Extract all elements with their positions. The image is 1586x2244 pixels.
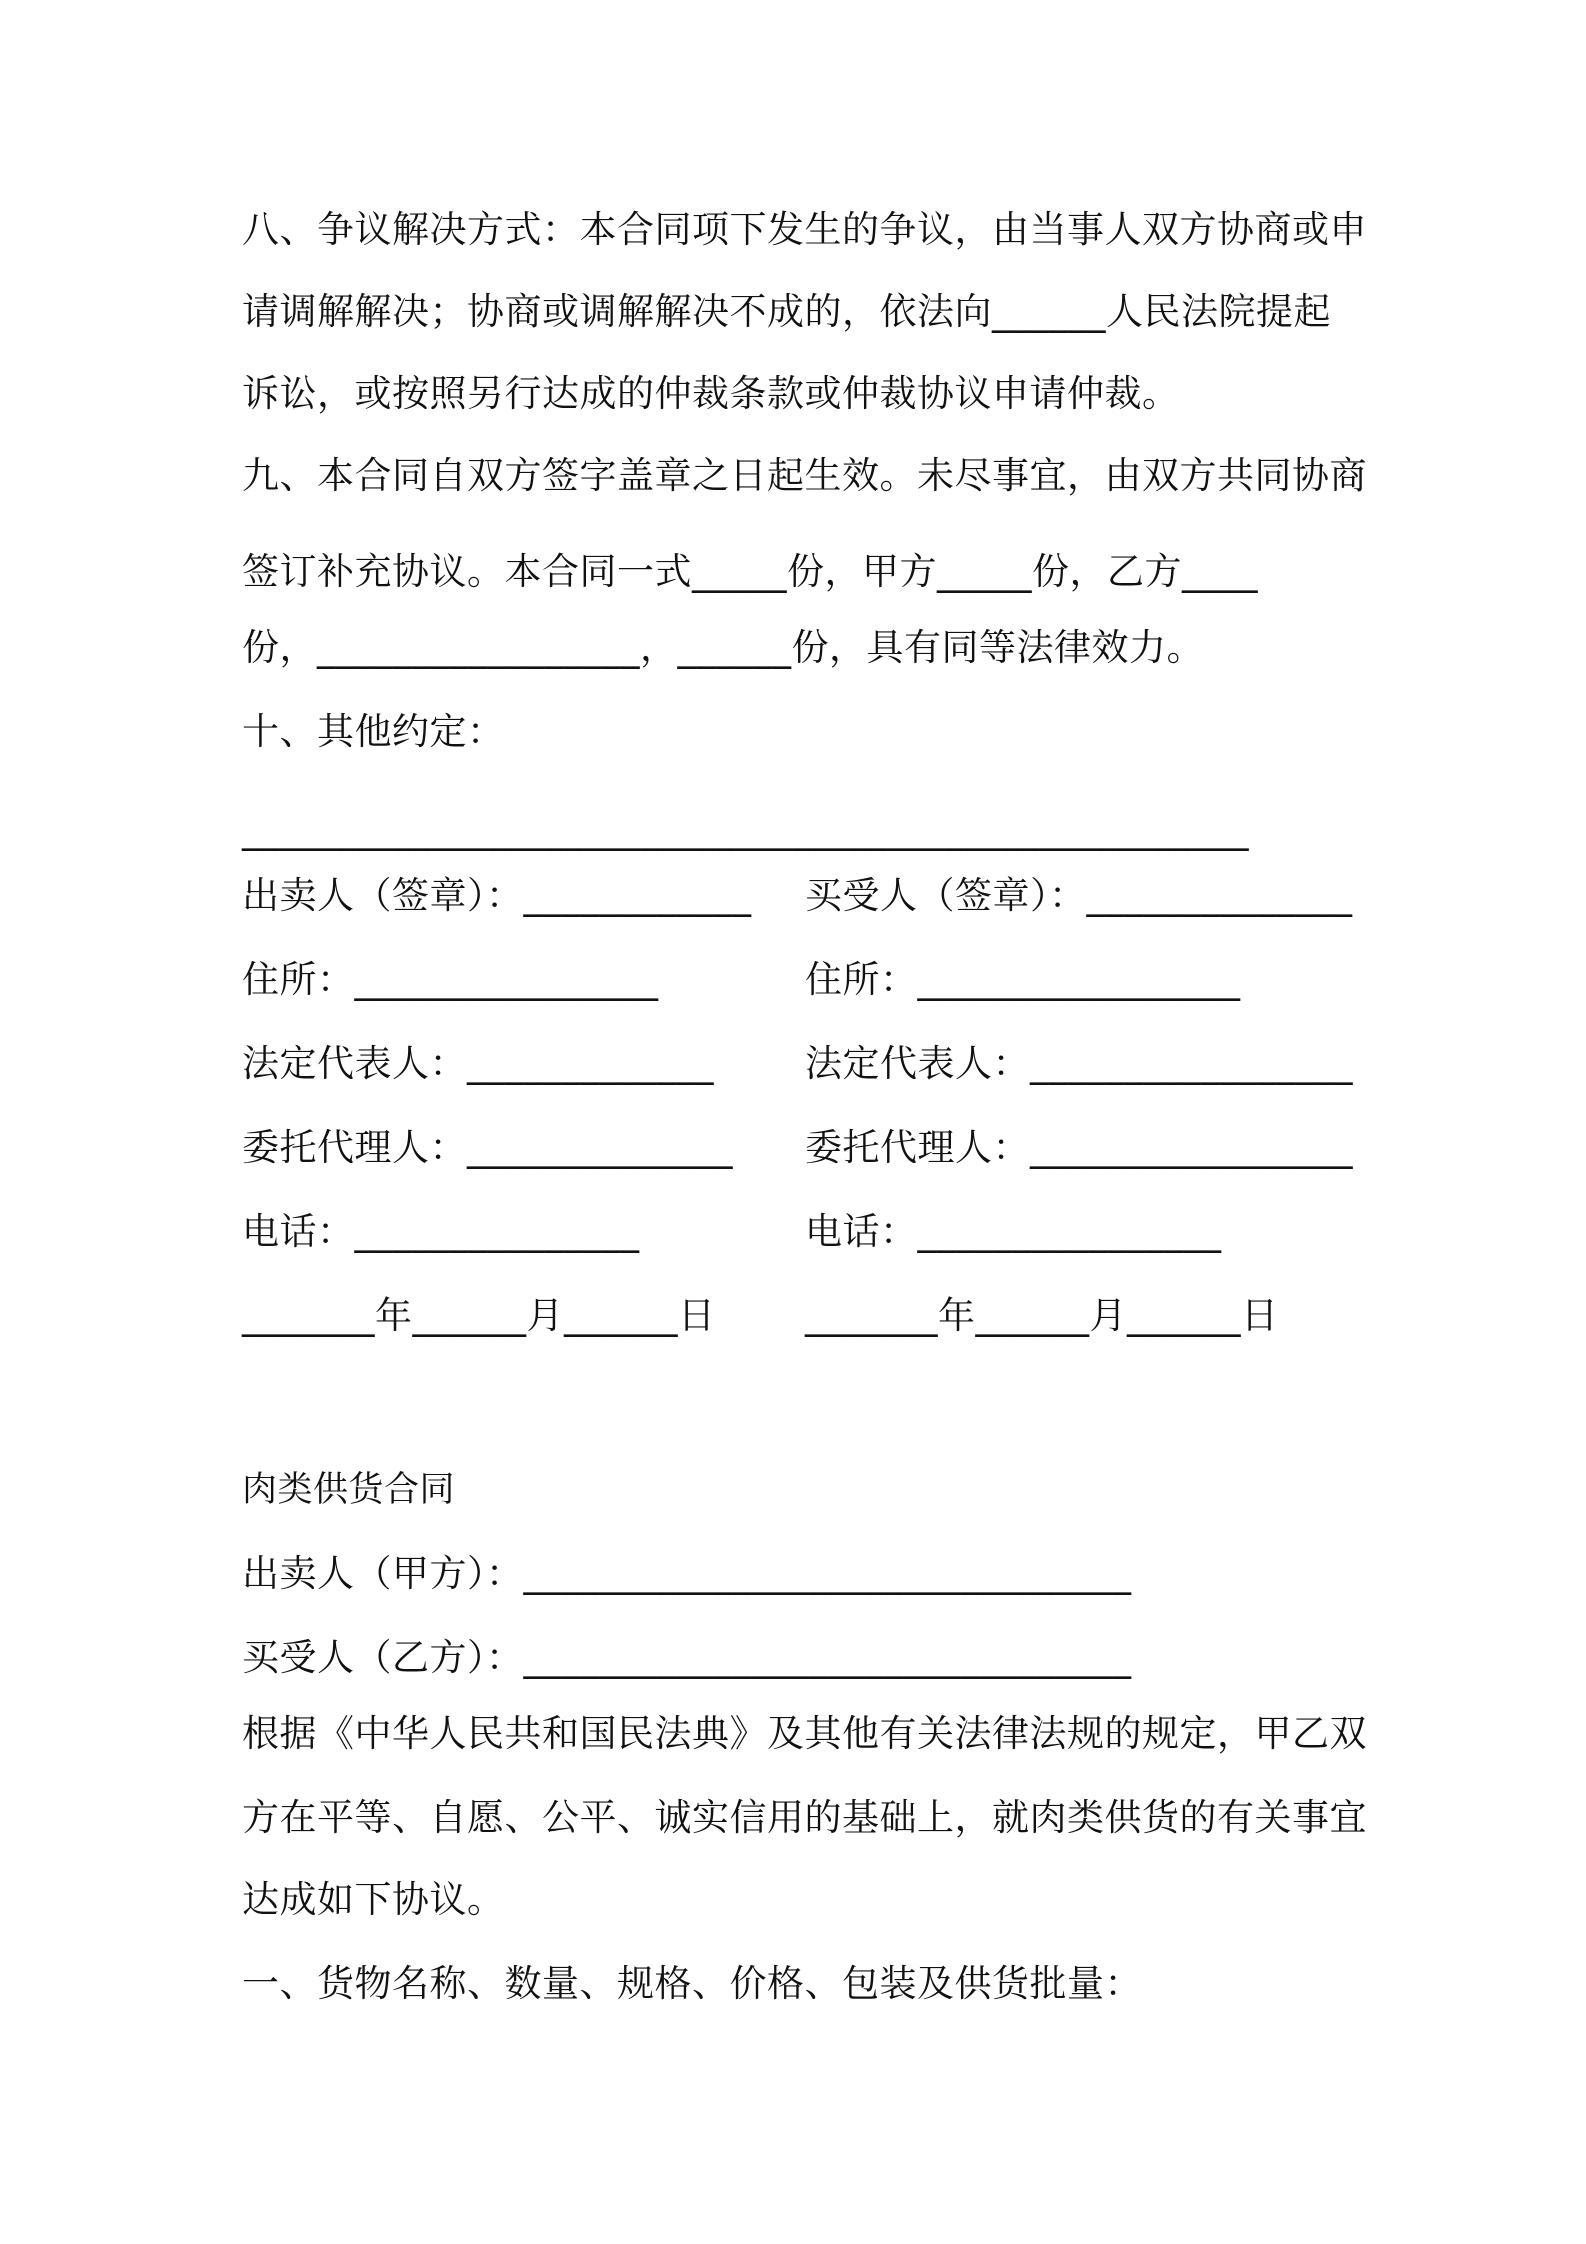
article-8-line-1: 八、争议解决方式：本合同项下发生的争议，由当事人双方协商或申 (242, 208, 1367, 251)
seller-date: _______年______月______日 (242, 1294, 716, 1337)
contract-seller-party: 出卖人（甲方）：________________________________ (242, 1552, 1132, 1595)
buyer-address: 住所：_________________ (805, 958, 1241, 1001)
article-10-blank-line: _____________________________________________________ (242, 808, 1249, 851)
contract-buyer-party: 买受人（乙方）：________________________________ (242, 1636, 1132, 1679)
buyer-agent: 委托代理人：_________________ (805, 1126, 1353, 1169)
article-10-title: 十、其他约定： (242, 710, 505, 753)
article-9-line-3: 份，_________________，______份，具有同等法律效力。 (242, 626, 1204, 669)
article-9-line-2: 签订补充协议。本合同一式_____份，甲方_____份，乙方____ (242, 550, 1258, 593)
preamble-line-2: 方在平等、自愿、公平、诚实信用的基础上，就肉类供货的有关事宜 (242, 1796, 1367, 1839)
buyer-date: _______年______月______日 (805, 1294, 1279, 1337)
article-9-line-1: 九、本合同自双方签字盖章之日起生效。未尽事宜，由双方共同协商 (242, 454, 1367, 497)
article-1-heading: 一、货物名称、数量、规格、价格、包装及供货批量： (242, 1962, 1142, 2005)
buyer-legal-representative: 法定代表人：_________________ (805, 1042, 1353, 1085)
seller-signature: 出卖人（签章）：____________ (242, 874, 752, 917)
buyer-phone: 电话：________________ (805, 1210, 1222, 1253)
seller-agent: 委托代理人：______________ (242, 1126, 733, 1169)
article-8-line-2: 请调解解决；协商或调解解决不成的，依法向______人民法院提起 (242, 290, 1331, 333)
contract-title: 肉类供货合同 (242, 1470, 456, 1510)
article-8-line-3: 诉讼，或按照另行达成的仲裁条款或仲裁协议申请仲裁。 (242, 372, 1180, 415)
buyer-signature: 买受人（签章）：______________ (805, 874, 1353, 917)
seller-phone: 电话：_______________ (242, 1210, 640, 1253)
preamble-line-3: 达成如下协议。 (242, 1878, 505, 1921)
preamble-line-1: 根据《中华人民共和国民法典》及其他有关法律法规的规定，甲乙双 (242, 1712, 1367, 1755)
seller-address: 住所：________________ (242, 958, 659, 1001)
seller-legal-representative: 法定代表人：_____________ (242, 1042, 714, 1085)
